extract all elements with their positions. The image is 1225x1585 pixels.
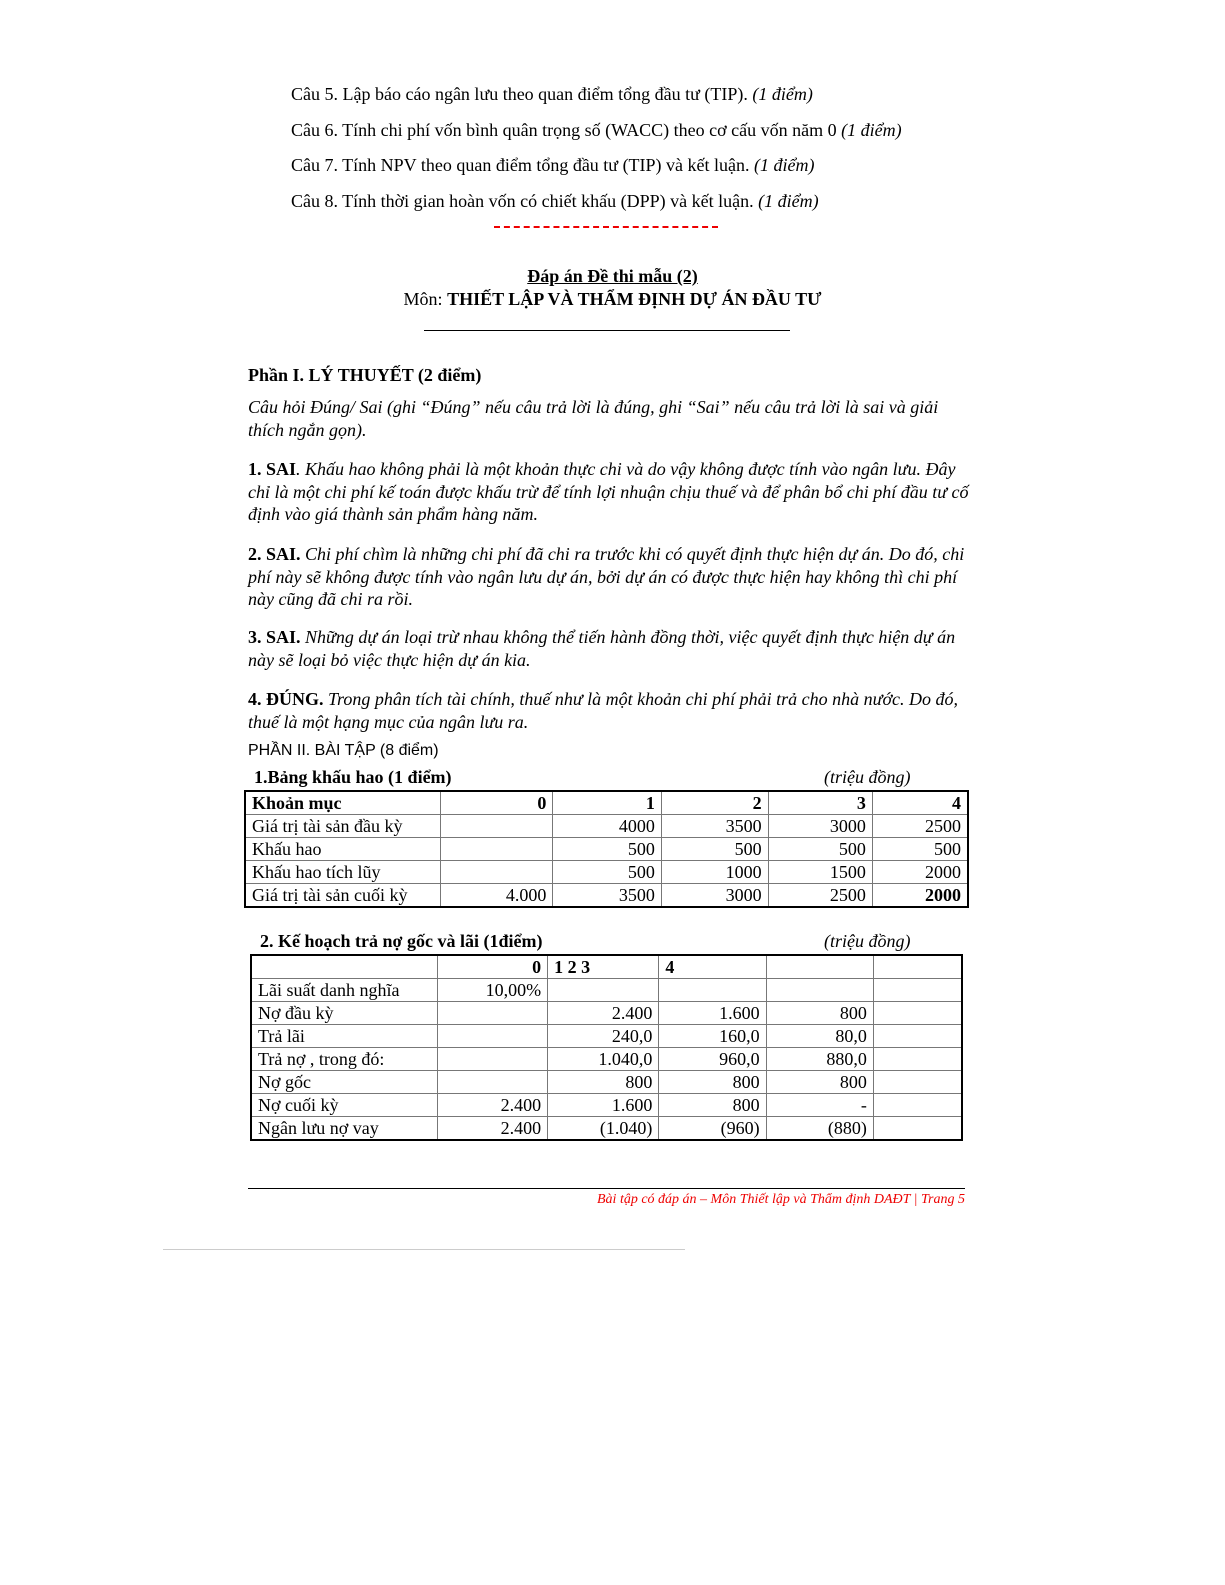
table-cell: Khấu hao tích lũy (245, 861, 440, 884)
table-cell: 800 (659, 1071, 766, 1094)
table-cell: 960,0 (659, 1048, 766, 1071)
table-cell: 800 (659, 1094, 766, 1117)
table-row (251, 1002, 962, 1025)
table-row (245, 791, 968, 815)
table-cell: (960) (659, 1117, 766, 1141)
table-row (251, 1025, 962, 1048)
table-cell: 3 (768, 791, 872, 815)
table-cell (438, 1071, 548, 1094)
table-cell (873, 1071, 962, 1094)
answer-title: Đáp án Đề thi mẫu (2) (527, 266, 698, 286)
table-cell (438, 1025, 548, 1048)
table-cell: 500 (872, 838, 968, 861)
table-cell: 800 (548, 1071, 659, 1094)
subject-prefix: Môn: (403, 289, 448, 309)
answer-item: 4. ĐÚNG. Trong phân tích tài chính, thuế như là một khoản chi phí phải trả cho nhà nước. Do đó, thuế là một hạng mục của ngân lưu ra. (248, 689, 959, 732)
table-cell (873, 1025, 962, 1048)
page-edge (163, 1249, 685, 1250)
table-cell (438, 1002, 548, 1025)
table2-unit: (triệu đồng) (824, 931, 911, 951)
table-cell: 1 (553, 791, 661, 815)
table-cell: Khấu hao (245, 838, 440, 861)
table-cell: 500 (768, 838, 872, 861)
table-cell: Khoản mục (245, 791, 440, 815)
table-cell: 500 (553, 861, 661, 884)
table-cell: 160,0 (659, 1025, 766, 1048)
answer-item: 3. SAI. Những dự án loại trừ nhau không thể tiến hành đồng thời, việc quyết định thực hiện dự án này sẽ loại bỏ việc thực hiện dự án kia. (248, 627, 956, 670)
table-cell: 4000 (553, 815, 661, 838)
table-cell (873, 1094, 962, 1117)
table-cell (873, 979, 962, 1002)
debt-repayment-table (250, 954, 963, 1141)
answer-item: 2. SAI. Chi phí chìm là những chi phí đã chi ra trước khi có quyết định thực hiện dự án. Do đó, chi phí này sẽ không được tính vào ngân lưu dự án, bởi dự án có được thực hiện hay không thì chi phí này cũng đã chi ra rồi. (248, 544, 965, 609)
part2-heading: PHẦN II. BÀI TẬP (8 điểm) (248, 742, 439, 759)
table-cell: 1.040,0 (548, 1048, 659, 1071)
depreciation-table (244, 790, 969, 908)
answer-item: 1. SAI. Khấu hao không phải là một khoản thực chi và do vậy không được tính vào ngân lưu. Đây chỉ là một chi phí kế toán được khấu trừ để tính lợi nhuận chịu thuế và để phân bổ chi phí đầu tư cố định vào giá thành sản phẩm hàng năm. (248, 459, 969, 524)
table-cell: 3000 (661, 884, 768, 908)
table-cell (548, 979, 659, 1002)
table-cell: 800 (766, 1071, 873, 1094)
table-row (251, 1094, 962, 1117)
table-cell: 240,0 (548, 1025, 659, 1048)
part1-instruction: Câu hỏi Đúng/ Sai (ghi “Đúng” nếu câu trả lời là đúng, ghi “Sai” nếu câu trả lời là sai và giải thích ngắn gọn). (248, 397, 939, 440)
table-row (251, 955, 962, 979)
table-cell: Giá trị tài sản cuối kỳ (245, 884, 440, 908)
table-cell: Trả nợ , trong đó: (251, 1048, 438, 1071)
table-cell (440, 815, 553, 838)
table-cell: 4.000 (440, 884, 553, 908)
table-cell: 2500 (768, 884, 872, 908)
table-cell: 800 (766, 1002, 873, 1025)
table-cell (873, 1117, 962, 1141)
table-cell (438, 1048, 548, 1071)
table-cell (873, 1048, 962, 1071)
table-cell (440, 861, 553, 884)
table-cell: Nợ đầu kỳ (251, 1002, 438, 1025)
table-cell: (880) (766, 1117, 873, 1141)
table-cell: Trả lãi (251, 1025, 438, 1048)
title-rule (424, 330, 790, 331)
table-cell (659, 979, 766, 1002)
table-row (251, 979, 962, 1002)
table-cell: 1 2 3 (548, 955, 659, 979)
subject: THIẾT LẬP VÀ THẨM ĐỊNH DỰ ÁN ĐẦU TƯ (447, 289, 822, 309)
table-row (245, 815, 968, 838)
table-cell (766, 955, 873, 979)
table-cell: (1.040) (548, 1117, 659, 1141)
table-cell: - (766, 1094, 873, 1117)
table-row (251, 1117, 962, 1141)
footer-rule (248, 1188, 965, 1189)
table-cell: Lãi suất danh nghĩa (251, 979, 438, 1002)
table-cell: 1000 (661, 861, 768, 884)
question-item: Câu 5. Lập báo cáo ngân lưu theo quan điểm tổng đầu tư (TIP). (1 điểm) (291, 84, 813, 104)
table-cell: Giá trị tài sản đầu kỳ (245, 815, 440, 838)
table1-unit: (triệu đồng) (824, 767, 911, 787)
part1-heading: Phần I. LÝ THUYẾT (2 điểm) (248, 365, 482, 385)
table-row (245, 861, 968, 884)
table-cell: 2.400 (438, 1117, 548, 1141)
table-cell (873, 955, 962, 979)
footer-text: Bài tập có đáp án – Môn Thiết lập và Thẩm định DAĐT | Trang 5 (597, 1192, 965, 1207)
table-cell: 880,0 (766, 1048, 873, 1071)
table-row (245, 838, 968, 861)
table-cell: 4 (659, 955, 766, 979)
question-item: Câu 7. Tính NPV theo quan điểm tổng đầu tư (TIP) và kết luận. (1 điểm) (291, 155, 815, 175)
table-row (251, 1048, 962, 1071)
table-cell: 3500 (553, 884, 661, 908)
table1-title: 1.Bảng khấu hao (1 điểm) (254, 767, 452, 787)
table-cell: 2.400 (438, 1094, 548, 1117)
table-cell: 80,0 (766, 1025, 873, 1048)
table-cell: 2500 (872, 815, 968, 838)
table-cell: 1.600 (548, 1094, 659, 1117)
table-cell: 2.400 (548, 1002, 659, 1025)
red-divider (494, 226, 718, 228)
question-item: Câu 8. Tính thời gian hoàn vốn có chiết khấu (DPP) và kết luận. (1 điểm) (291, 190, 819, 211)
table-cell: 10,00% (438, 979, 548, 1002)
table2-title: 2. Kế hoạch trả nợ gốc và lãi (1điểm) (260, 931, 543, 951)
table-cell: 0 (438, 955, 548, 979)
table-cell (873, 1002, 962, 1025)
table-cell: 500 (553, 838, 661, 861)
subject-line (0, 289, 1225, 310)
table-cell: 4 (872, 791, 968, 815)
table-row (245, 884, 968, 908)
table-cell (766, 979, 873, 1002)
table-cell: Ngân lưu nợ vay (251, 1117, 438, 1141)
table-cell: 1.600 (659, 1002, 766, 1025)
question-item: Câu 6. Tính chi phí vốn bình quân trọng số (WACC) theo cơ cấu vốn năm 0 (1 điểm) (291, 119, 902, 140)
table-cell: Nợ cuối kỳ (251, 1094, 438, 1117)
table-cell (251, 955, 438, 979)
table-cell: 2000 (872, 884, 968, 908)
table-cell (440, 838, 553, 861)
table-cell: 3000 (768, 815, 872, 838)
table-cell: 500 (661, 838, 768, 861)
table-cell: Nợ gốc (251, 1071, 438, 1094)
table-cell: 2000 (872, 861, 968, 884)
table-cell: 0 (440, 791, 553, 815)
table-row (251, 1071, 962, 1094)
table-cell: 2 (661, 791, 768, 815)
table-cell: 1500 (768, 861, 872, 884)
table-cell: 3500 (661, 815, 768, 838)
